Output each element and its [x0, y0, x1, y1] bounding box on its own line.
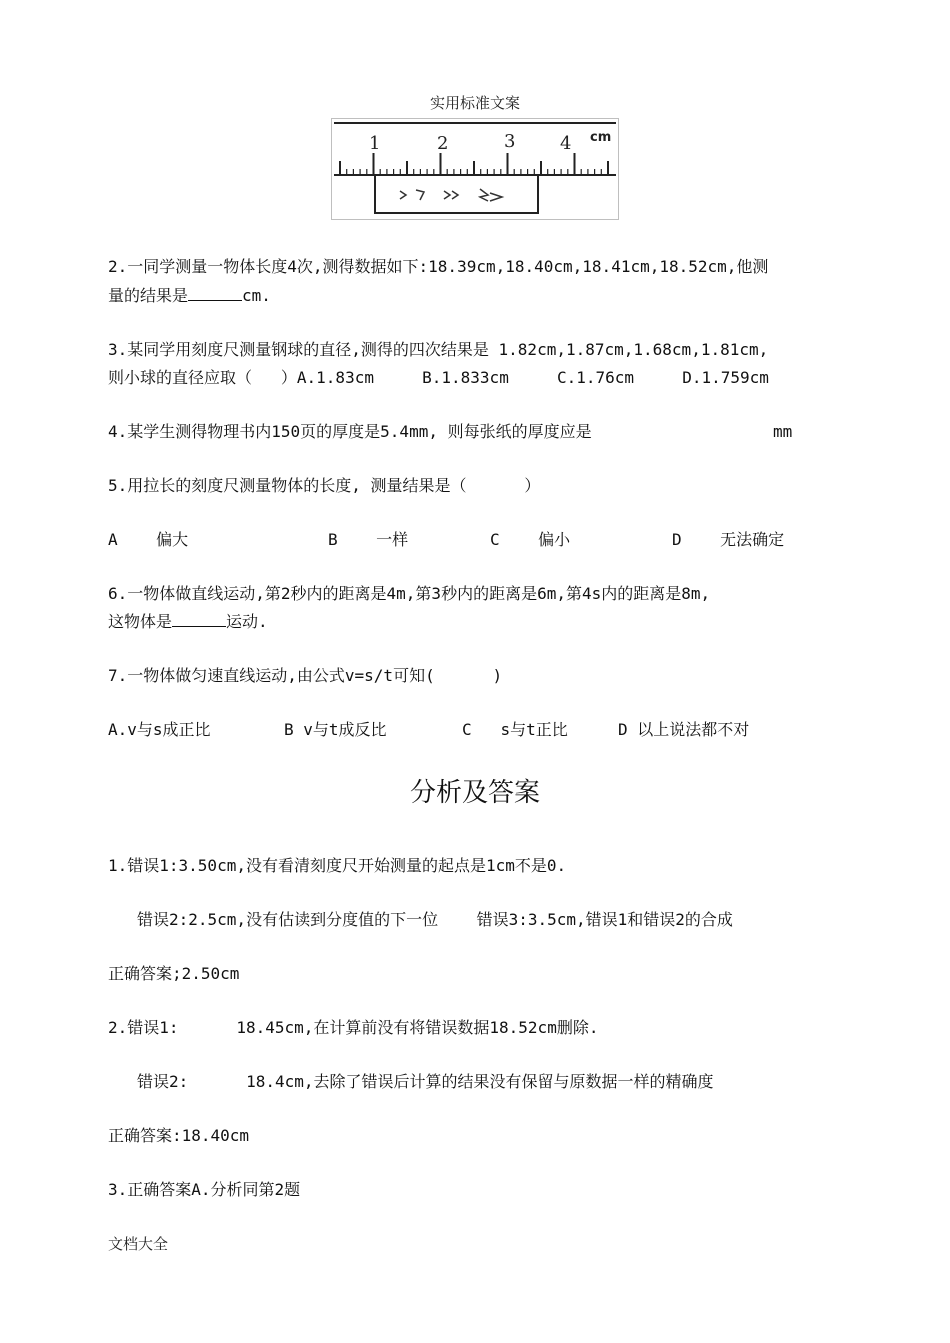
- ruler-drawing: [332, 119, 618, 219]
- q2-answer-blank: [188, 286, 242, 301]
- q2-line1: 2.一同学测量一物体长度4次,测得数据如下:18.39cm,18.40cm,18.41cm,18.52cm,他测: [108, 257, 769, 276]
- q5-option-b: B 一样: [328, 530, 409, 549]
- a1-line1: 1.错误1:3.50cm,没有看清刻度尺开始测量的起点是1cm不是0.: [108, 856, 567, 875]
- q7-option-a: A.v与s成正比: [108, 720, 211, 739]
- a2-line3: 正确答案:18.40cm: [108, 1126, 250, 1145]
- q7-option-b: B v与t成反比: [284, 720, 387, 739]
- q6-line2-post: 运动.: [226, 612, 268, 631]
- a2-line1: 2.错误1: 18.45cm,在计算前没有将错误数据18.52cm删除.: [108, 1018, 599, 1037]
- a3-line1: 3.正确答案A.分析同第2题: [108, 1180, 301, 1199]
- q6-answer-blank: [172, 612, 226, 627]
- q5-option-c: C 偏小: [490, 530, 571, 549]
- q7-option-c: C s与t正比: [462, 720, 568, 739]
- q6-line1: 6.一物体做直线运动,第2秒内的距离是4m,第3秒内的距离是6m,第4s内的距离是8m,: [108, 584, 711, 603]
- q5-option-a: A 偏大: [108, 530, 189, 549]
- tick-label-1: 1: [369, 133, 381, 154]
- ruler-figure: [331, 118, 619, 220]
- page-footer: 文档大全: [108, 1235, 169, 1253]
- q3-line2: 则小球的直径应取（ ）A.1.83cm B.1.833cm C.1.76cm D.1.759cm: [108, 368, 769, 387]
- q5-text: 5.用拉长的刻度尺测量物体的长度, 测量结果是（ ）: [108, 476, 541, 495]
- object-texture: [400, 189, 502, 201]
- q6-line2-pre: 这物体是: [108, 612, 173, 631]
- q3-line1: 3.某同学用刻度尺测量钢球的直径,测得的四次结果是 1.82cm,1.87cm,1.68cm,1.81cm,: [108, 340, 769, 359]
- answers-title: 分析及答案: [409, 778, 540, 808]
- unit-label: cm: [590, 130, 612, 145]
- q2-line2: [108, 285, 271, 307]
- q2-line2-post: cm.: [242, 286, 271, 305]
- q6-line2: [108, 611, 268, 633]
- q7-option-d: D 以上说法都不对: [618, 720, 750, 739]
- a1-line2: 错误2:2.5cm,没有估读到分度值的下一位 错误3:3.5cm,错误1和错误2的合成: [137, 910, 733, 929]
- tick-label-4: 4: [560, 133, 572, 154]
- page-header: 实用标准文案: [429, 94, 520, 112]
- a1-line3: 正确答案;2.50cm: [108, 964, 240, 983]
- q5-option-d: D 无法确定: [672, 530, 785, 549]
- a2-line2: 错误2: 18.4cm,去除了错误后计算的结果没有保留与原数据一样的精确度: [137, 1072, 714, 1091]
- q4-unit: mm: [773, 422, 793, 441]
- q7-text: 7.一物体做匀速直线运动,由公式v=s/t可知( ): [108, 666, 503, 685]
- ruler-ticks: [340, 153, 608, 175]
- tick-label-3: 3: [504, 131, 516, 152]
- q2-line2-pre: 量的结果是: [108, 286, 189, 305]
- tick-label-2: 2: [437, 133, 449, 154]
- q4-text: 4.某学生测得物理书内150页的厚度是5.4mm, 则每张纸的厚度应是: [108, 422, 592, 441]
